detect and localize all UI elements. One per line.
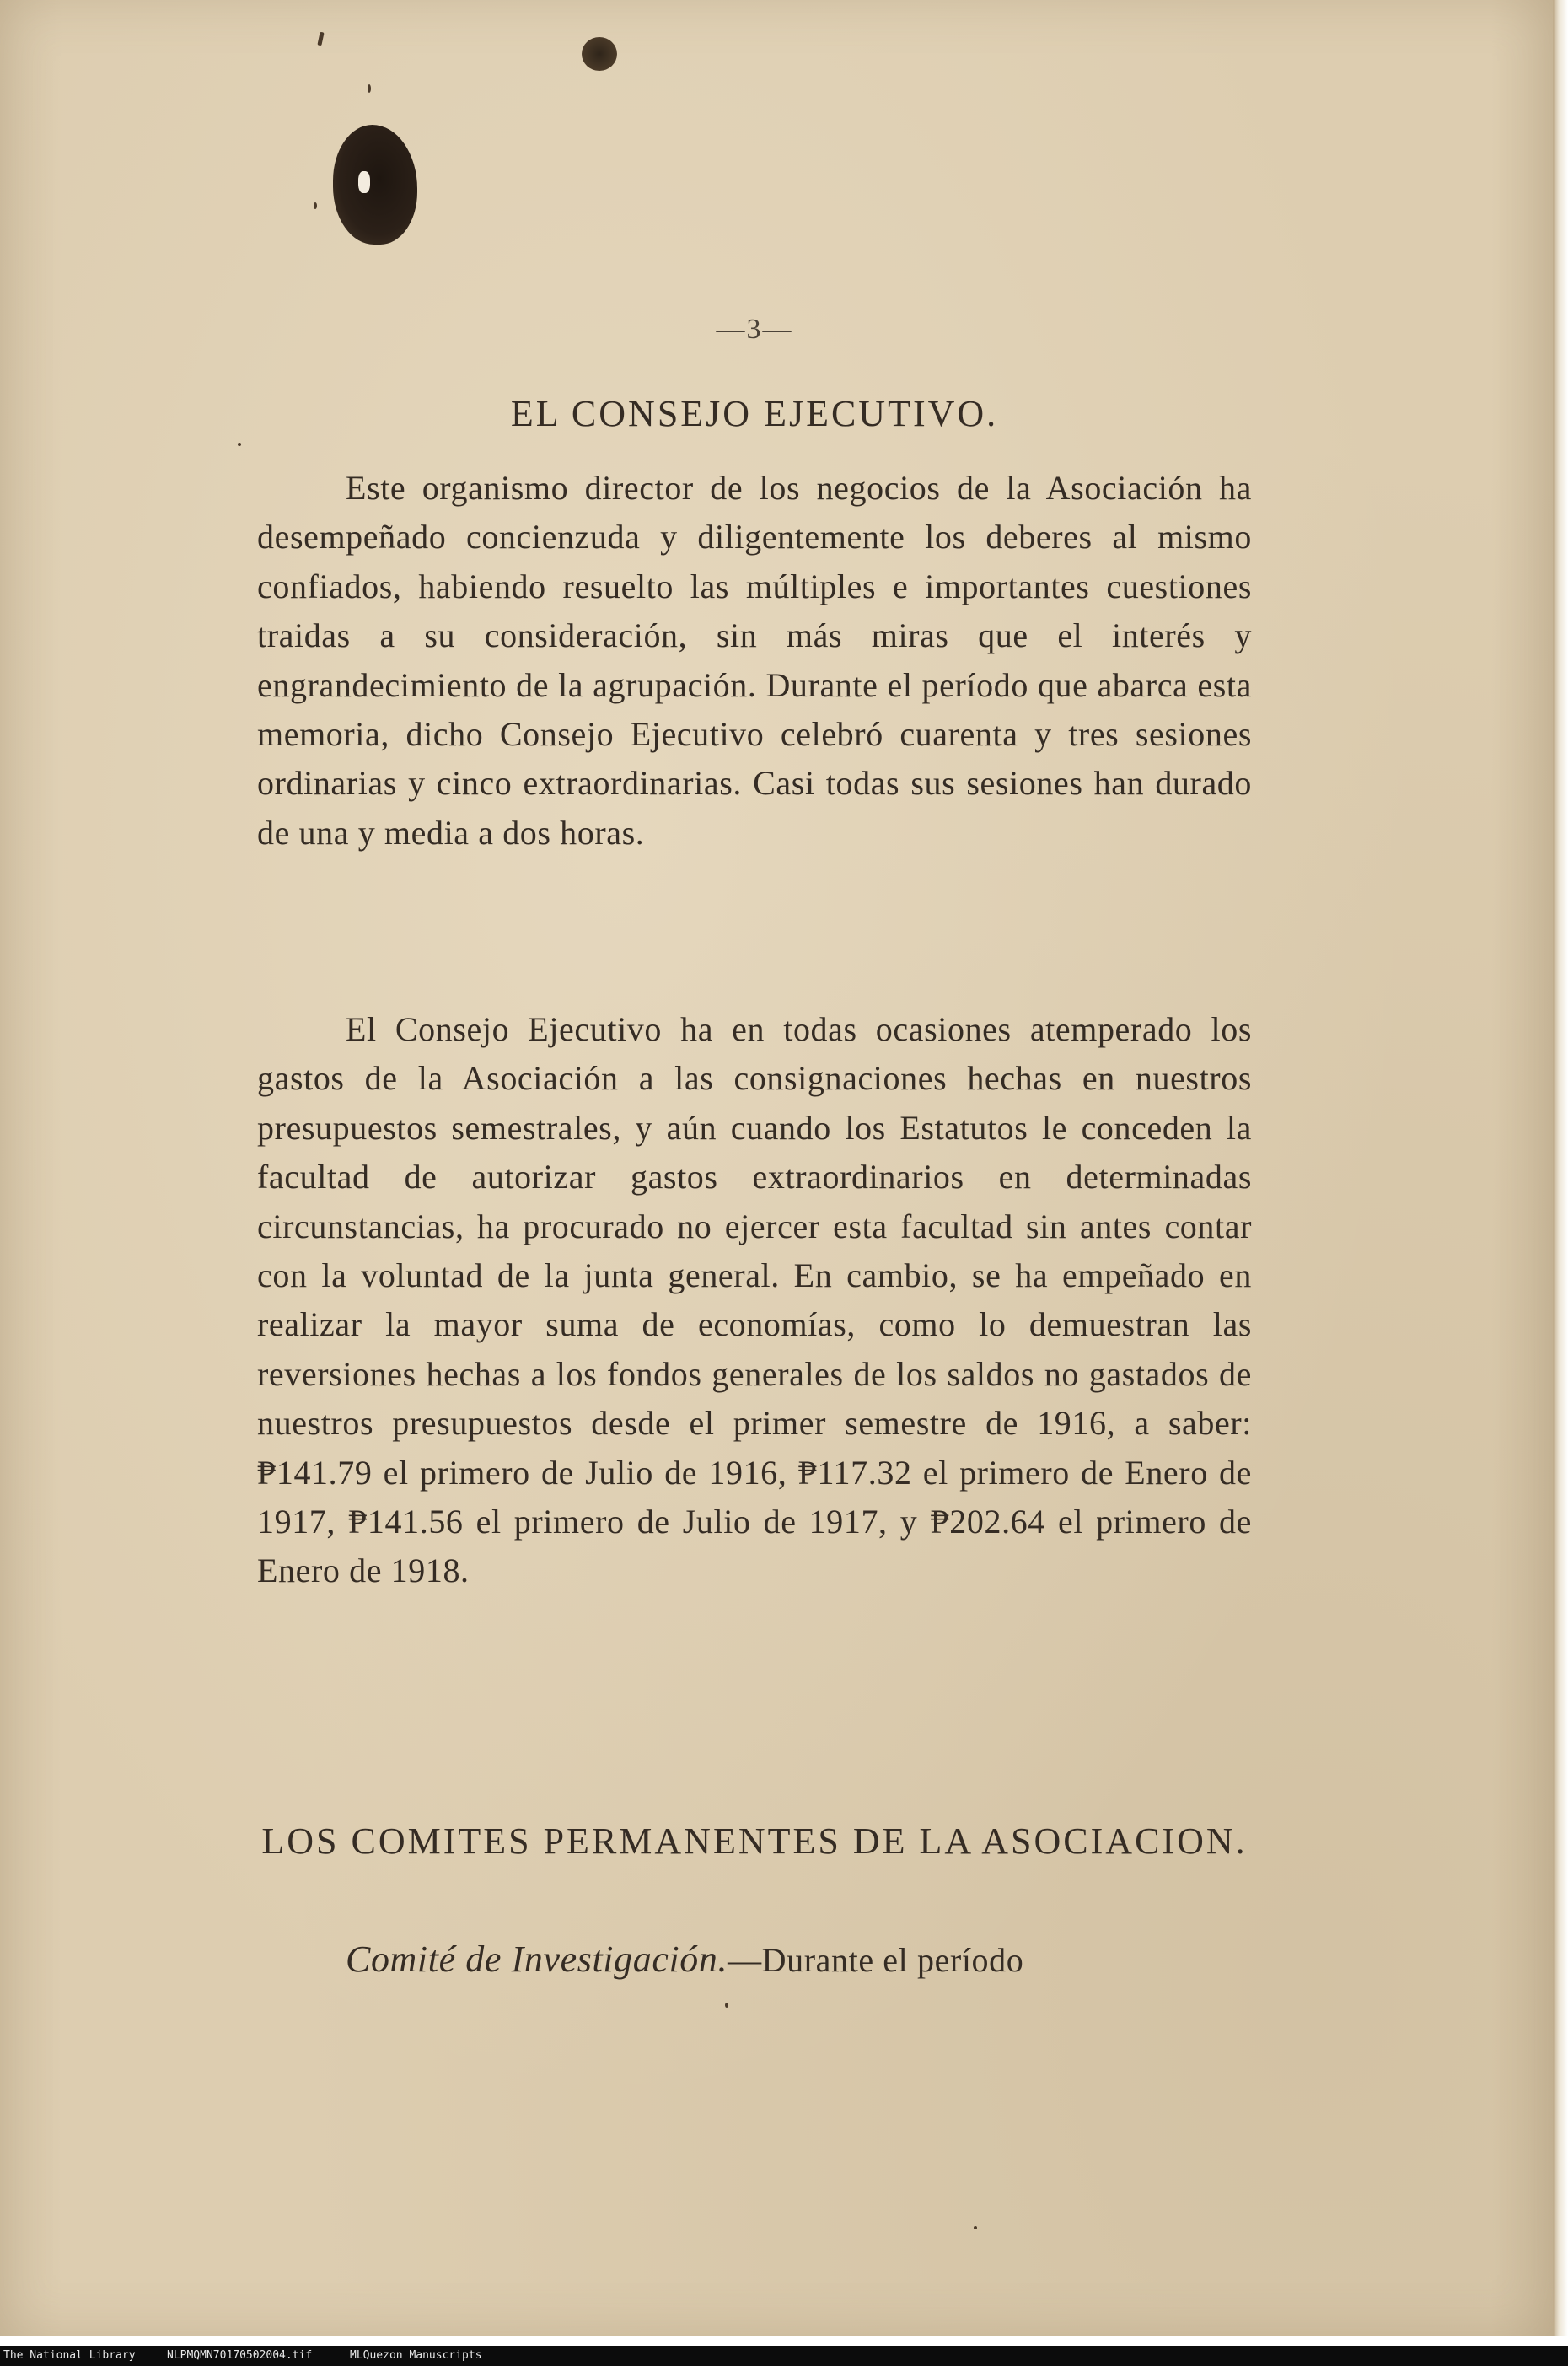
- ink-blot-top: [582, 37, 617, 71]
- archive-footer: [0, 2346, 1568, 2366]
- paragraph-comites: [257, 1935, 1252, 1985]
- page-edge: [1553, 0, 1568, 2336]
- section-heading-comites: LOS COMITES PERMANENTES DE LA ASOCIACION.: [261, 1820, 1248, 1862]
- footer-library: The National Library: [3, 2349, 136, 2362]
- paragraph-comites-text: —Durante el período: [728, 1941, 1024, 1979]
- paragraph-consejo-1: Este organismo director de los negocios de la Asociación ha desempeñado concienzuda y diligentemente los deberes al mismo confiados, habiendo resuelto las múltiples e importantes cuestiones traidas a su consideración, sin más miras que el interés y engrandecimiento de la agrupación. Durante el período que abarca esta memoria, dicho Consejo Ejecutivo celebró cuarenta y tres sesiones ordinarias y cinco extraordinarias. Casi todas sus sesiones han durado de una y media a dos horas.: [257, 469, 1252, 852]
- footer-filename: NLPMQMN70170502004.tif: [167, 2349, 313, 2362]
- footer-collection: MLQuezon Manuscripts: [350, 2349, 482, 2362]
- paper-speck: [974, 2226, 977, 2229]
- paper-speck: [725, 2003, 728, 2008]
- paper-speck: [238, 443, 241, 446]
- paper-hole: [358, 171, 370, 193]
- paper-speck: [368, 84, 371, 93]
- committee-name: Comité de Investigación.: [346, 1939, 728, 1980]
- page-number: —3—: [716, 314, 793, 345]
- ink-blot-large: [333, 125, 417, 245]
- section-heading-consejo: EL CONSEJO EJECUTIVO.: [510, 393, 999, 434]
- paper-speck: [317, 32, 324, 46]
- paper-speck: [314, 202, 317, 209]
- paragraph-consejo-2: El Consejo Ejecutivo ha en todas ocasiones atemperado los gastos de la Asociación a las consignaciones hechas en nuestros presupuestos semestrales, y aún cuando los Estatutos le conceden la facultad de autorizar gastos extraordinarios en determinadas circunstancias, ha procurado no ejercer esta facultad sin antes contar con la voluntad de la junta general. En cambio, se ha empeñado en realizar la mayor suma de economías, como lo demuestran las reversiones hechas a los fondos generales de los saldos no gastados de nuestros presupuestos desde el primer semestre de 1916, a saber: ₱141.79 el primero de Julio de 1916, ₱117.32 el primero de Enero de 1917, ₱141.56 el primero de Julio de 1917, y ₱202.64 el primero de Enero de 1918.: [257, 1010, 1252, 1590]
